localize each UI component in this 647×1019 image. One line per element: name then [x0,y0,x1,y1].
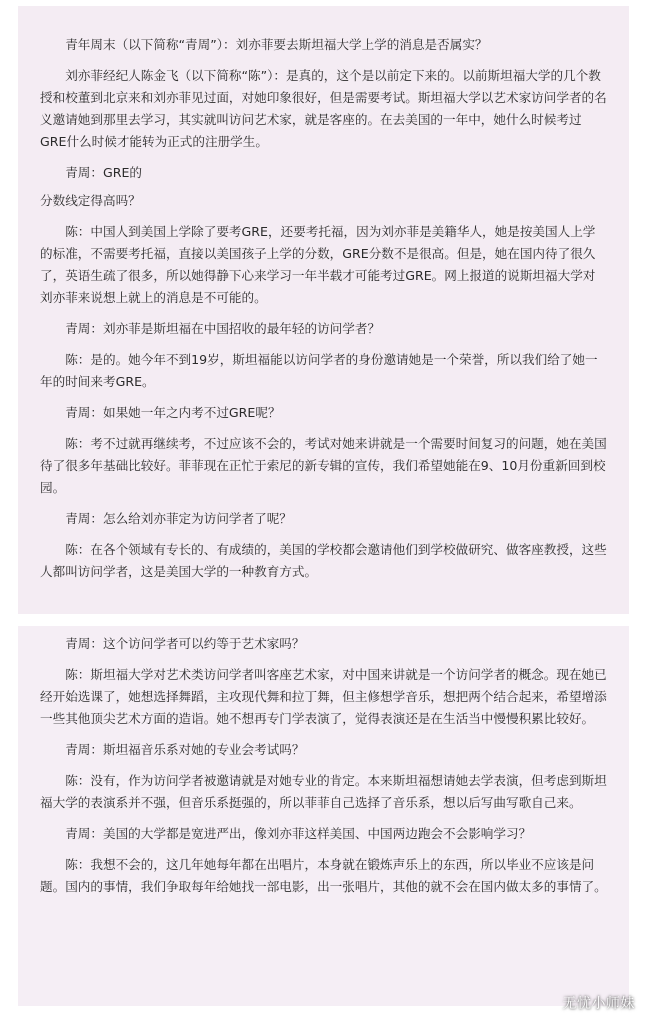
question-paragraph: 青周：GRE的 [65,165,143,180]
question-paragraph: 青周：如果她一年之内考不过GRE呢？ [65,405,281,420]
article-section-1 [18,6,629,614]
answer-paragraph: 陈：考不过就再继续考，不过应该不会的，考试对她来讲就是一个需要时间复习的问题，她在美国待了很多年基础比较好。菲菲现在正忙于索尼的新专辑的宣传，我们希望她能在9、10月份重新回到校园。 [40,436,607,495]
answer-paragraph: 陈：我想不会的，这几年她每年都在出唱片，本身就在锻炼声乐上的东西，所以毕业不应该是问题。国内的事情，我们争取每年给她找一部电影，出一张唱片，其他的就不会在国内做太多的事情了。 [40,857,607,894]
answer-paragraph: 陈：中国人到美国上学除了要考GRE，还要考托福，因为刘亦菲是美籍华人，她是按美国人上学的标准，不需要考托福，直接以美国孩子上学的分数，GRE分数不是很高。但是，她在国内待了很久了，英语生疏了很多，所以她得静下心来学习一年半载才可能考过GRE。网上报道的说斯坦福大学对刘亦菲来说想上就上的消息是不可能的。 [40,224,596,305]
answer-paragraph: 陈：在各个领域有专长的、有成绩的，美国的学校都会邀请他们到学校做研究、做客座教授，这些人都叫访问学者，这是美国大学的一种教育方式。 [40,542,607,579]
answer-paragraph: 陈：没有，作为访问学者被邀请就是对她专业的肯定。本来斯坦福想请她去学表演，但考虑到斯坦福大学的表演系并不强，但音乐系挺强的，所以菲菲自己选择了音乐系，想以后写曲写歌自己来。 [40,773,607,810]
question-paragraph-continued: 分数线定得高吗？ [40,193,141,208]
question-paragraph: 青年周末（以下简称“青周”）：刘亦菲要去斯坦福大学上学的消息是否属实？ [65,37,488,52]
answer-paragraph: 刘亦菲经纪人陈金飞（以下简称“陈”）：是真的，这个是以前定下来的。以前斯坦福大学的几个教授和校董到北京来和刘亦菲见过面，对她印象很好，但是需要考试。斯坦福大学以艺术家访问学者的名义邀请她到那里去学习，其实就叫访问艺术家，就是客座的。在去美国的一年中，她什么时候考过GRE什么时候才能转为正式的注册学生。 [40,68,607,149]
question-paragraph: 青周：这个访问学者可以约等于艺术家吗？ [65,636,305,651]
question-paragraph: 青周：斯坦福音乐系对她的专业会考试吗？ [65,742,305,757]
article-section-2 [18,626,629,1006]
question-paragraph: 青周：怎么给刘亦菲定为访问学者了呢？ [65,511,292,526]
watermark: 无忧小师妹 [562,996,635,1012]
answer-paragraph: 陈：斯坦福大学对艺术类访问学者叫客座艺术家，对中国来讲就是一个访问学者的概念。现在她已经开始选课了，她想选择舞蹈，主攻现代舞和拉丁舞，但主修想学音乐，想把两个结合起来，希望增添一些其他顶尖艺术方面的造诣。她不想再专门学表演了，觉得表演还是在生活当中慢慢积累比较好。 [40,667,607,726]
answer-paragraph: 陈：是的。她今年不到19岁，斯坦福能以访问学者的身份邀请她是一个荣誉，所以我们给了她一年的时间来考GRE。 [40,352,598,389]
question-paragraph: 青周：美国的大学都是宽进严出，像刘亦菲这样美国、中国两边跑会不会影响学习？ [65,826,532,841]
question-paragraph: 青周：刘亦菲是斯坦福在中国招收的最年轻的访问学者？ [65,321,381,336]
